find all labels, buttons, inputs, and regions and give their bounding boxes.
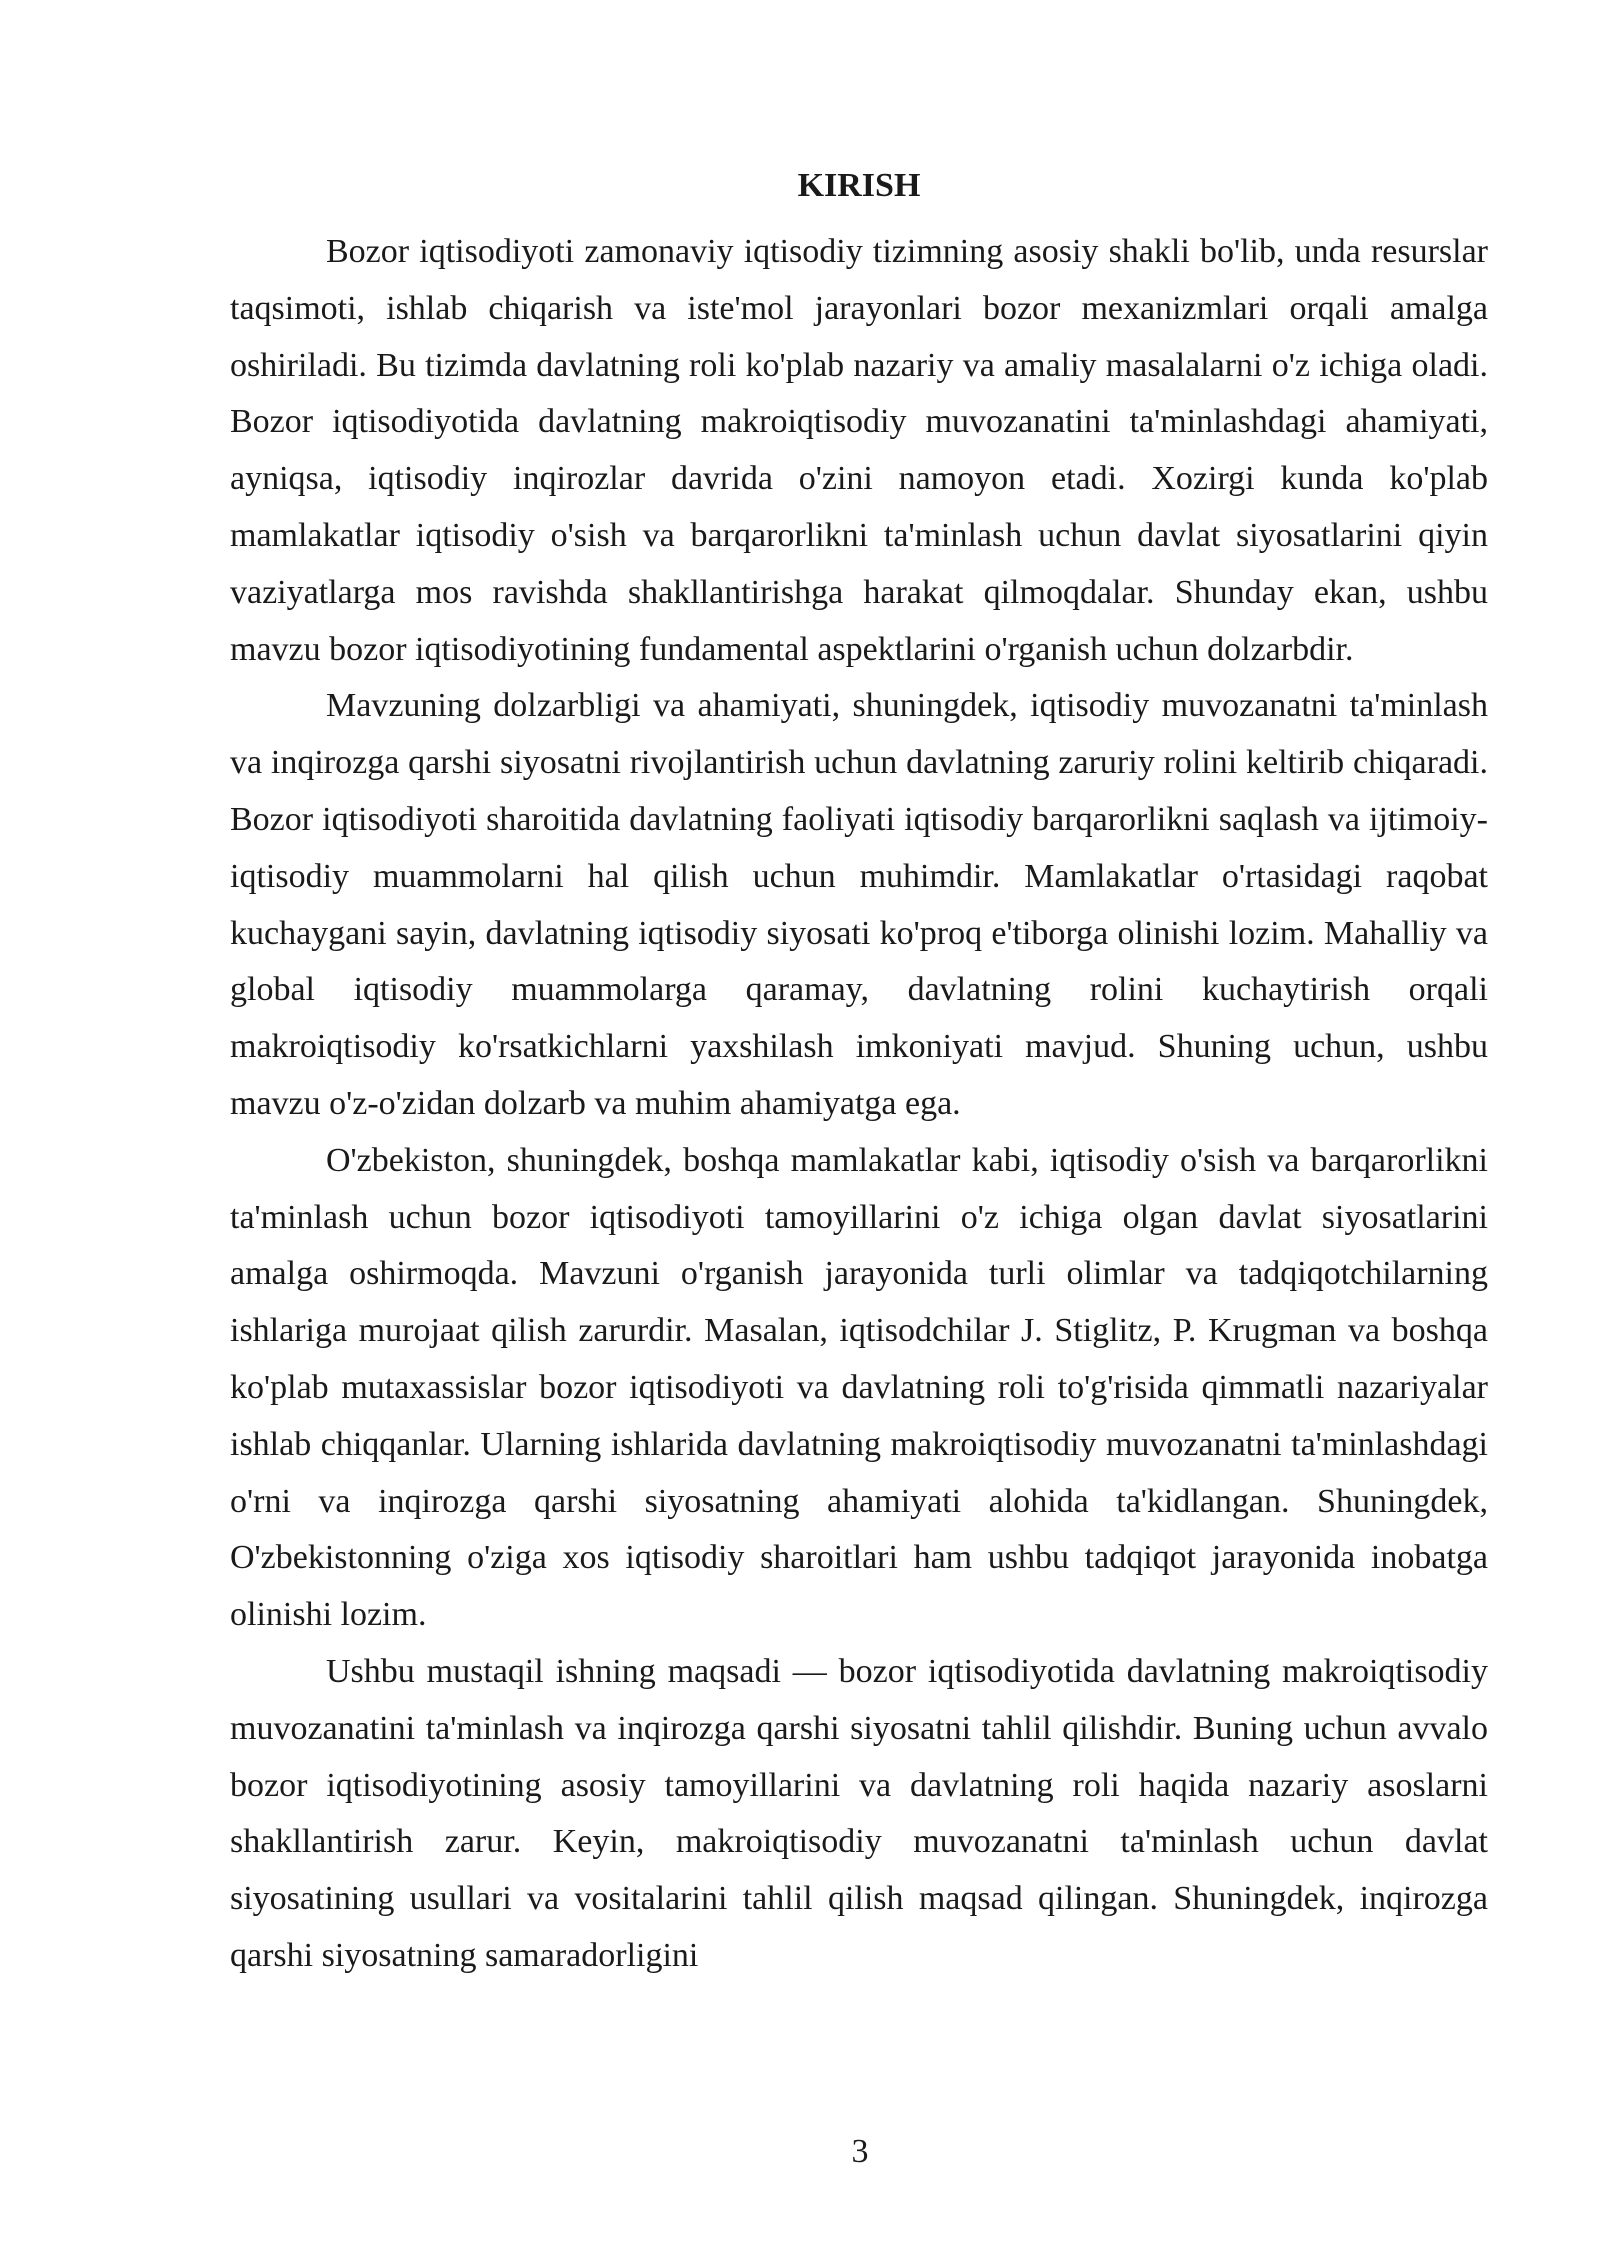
body-paragraph-3: O'zbekiston, shuningdek, boshqa mamlakatlar kabi, iqtisodiy o'sish va barqarorlikni ta'minlash uchun bozor iqtisodiyoti tamoyillarini o'z ichiga olgan davlat siyosatlarini amalga oshirmoqda. Mavzuni o'rganish jarayonida turli olimlar va tadqiqotchilarning ishlariga murojaat qilish zarurdir. Masalan, iqtisodchilar J. Stiglitz, P. Krugman va boshqa ko'plab mutaxassislar bozor iqtisodiyoti va davlatning roli to'g'risida qimmatli nazariyalar ishlab chiqqanlar. Ularning ishlarida davlatning makroiqtisodiy muvozanatni ta'minlashdagi o'rni va inqirozga qarshi siyosatning ahamiyati alohida ta'kidlangan. Shuningdek, O'zbekistonning o'ziga xos iqtisodiy sharoitlari ham ushbu tadqiqot jarayonida inobatga olinishi lozim. [230,1141,1488,1634]
section-heading: KIRISH [797,167,921,204]
body-paragraph-4: Ushbu mustaqil ishning maqsadi — bozor iqtisodiyotida davlatning makroiqtisodiy muvozanatini ta'minlash va inqirozga qarshi siyosatni tahlil qilishdir. Buning uchun avvalo bozor iqtisodiyotining asosiy tamoyillarini va davlatning roli haqida nazariy asoslarni shakllantirish zarur. Keyin, makroiqtisodiy muvozanatni ta'minlash uchun davlat siyosatining usullari va vositalarini tahlil qilish maqsad qilingan. Shuningdek, inqirozga qarshi siyosatning samaradorligini [230,1652,1488,1974]
document-page [230,150,1488,1985]
page-number: 3 [851,2133,869,2170]
body-paragraph-1: Bozor iqtisodiyoti zamonaviy iqtisodiy tizimning asosiy shakli bo'lib, unda resurslar taqsimoti, ishlab chiqarish va iste'mol jarayonlari bozor mexanizmlari orqali amalga oshiriladi. Bu tizimda davlatning roli ko'plab nazariy va amaliy masalalarni o'z ichiga oladi. Bozor iqtisodiyotida davlatning makroiqtisodiy muvozanatini ta'minlashdagi ahamiyati, ayniqsa, iqtisodiy inqirozlar davrida o'zini namoyon etadi. Xozirgi kunda ko'plab mamlakatlar iqtisodiy o'sish va barqarorlikni ta'minlash uchun davlat siyosatlarini qiyin vaziyatlarga mos ravishda shakllantirishga harakat qilmoqdalar. Shunday ekan, ushbu mavzu bozor iqtisodiyotining fundamental aspektlarini o'rganish uchun dolzarbdir. [230,233,1488,668]
body-paragraph-2: Mavzuning dolzarbligi va ahamiyati, shuningdek, iqtisodiy muvozanatni ta'minlash va inqirozga qarshi siyosatni rivojlantirish uchun davlatning zaruriy rolini keltirib chiqaradi. Bozor iqtisodiyoti sharoitida davlatning faoliyati iqtisodiy barqarorlikni saqlash va ijtimoiy-iqtisodiy muammolarni hal qilish uchun muhimdir. Mamlakatlar o'rtasidagi raqobat kuchaygani sayin, davlatning iqtisodiy siyosati ko'proq e'tiborga olinishi lozim. Mahalliy va global iqtisodiy muammolarga qaramay, davlatning rolini kuchaytirish orqali makroiqtisodiy ko'rsatkichlarni yaxshilash imkoniyati mavjud. Shuning uchun, ushbu mavzu o'z-o'zidan dolzarb va muhim ahamiyatga ega. [230,687,1488,1122]
